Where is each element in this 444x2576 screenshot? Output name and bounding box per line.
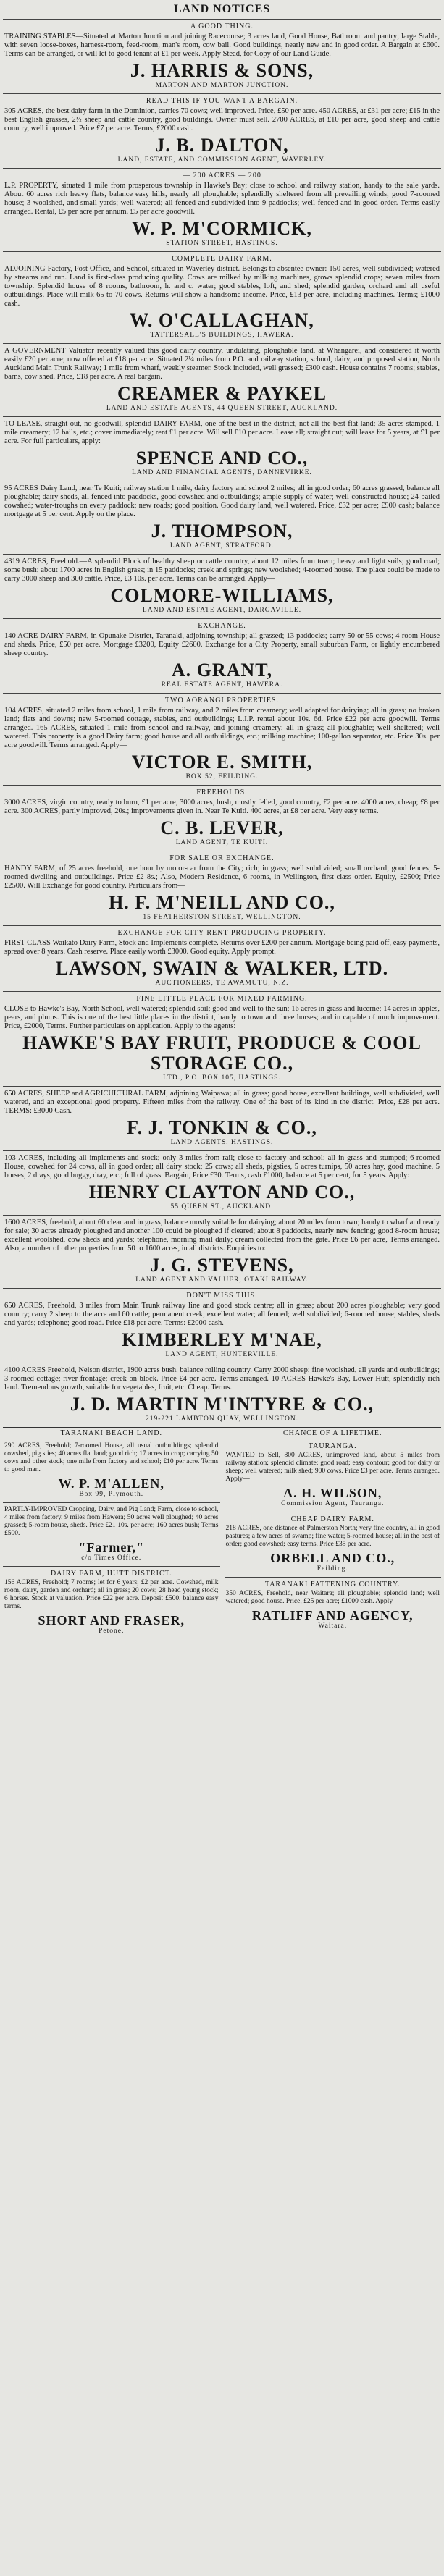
advertiser-name: SHORT AND FRASER, [38, 1613, 185, 1628]
ad-kicker: EXCHANGE FOR CITY RENT-PRODUCING PROPERTY. [117, 929, 327, 937]
advertiser-name: H. F. M'NEILL AND CO., [109, 892, 335, 913]
advertisement [3, 481, 441, 554]
section-heading: LAND NOTICES [173, 3, 271, 15]
advertisement [3, 554, 441, 618]
ad-body: 1600 ACRES, freehold, about 60 clear and in grass, balance mostly suitable for dairying; about 20 miles from town; handy to wharf and ready for sale; 30 acres already ploughed and another 100 could be ploughed if cleared; about 8 paddocks, nearly new fencing; good 8-room house; excellent woolshed, cow sheds and yards; telephone, morning mail daily; cream collected from the gate. Price £6 per acre, Terms arranged. Also, a number of other properties from 50 to 1600 acres, in all districts. Enquiries to: [4, 1218, 440, 1253]
advertiser-address: LAND AGENT AND VALUER, OTAKI RAILWAY. [135, 1276, 309, 1284]
advertiser-address: 219-221 LAMBTON QUAY, WELLINGTON. [145, 1415, 299, 1423]
advertiser-address: LAND AGENTS, HASTINGS. [170, 1139, 274, 1146]
advertiser-name: KIMBERLEY M'NAE, [122, 1329, 322, 1350]
advertiser-address: REAL ESTATE AGENT, HAWERA. [161, 681, 283, 689]
ad-body: 650 ACRES, Freehold, 3 miles from Main Trunk railway line and good stock centre; all in grass; about 200 acres ploughable; very good country; carry 2 sheep to the acre and 60 cattle; permanent creek; excellent water; all fenced; well subdivided; 6-roomed house; stables, sheds and yards; telephone; good road. Price £18 per acre. Terms: £2000 cash. [4, 1302, 440, 1327]
advertiser-name: A. H. WILSON, [283, 1486, 382, 1500]
advertiser-address: AUCTIONEERS, TE AWAMUTU, N.Z. [155, 980, 289, 987]
advertisement [3, 991, 441, 1086]
advertiser-address: 55 QUEEN ST., AUCKLAND. [170, 1203, 274, 1211]
advertisement [3, 785, 441, 851]
advertisement [3, 1150, 441, 1215]
advertisement [3, 925, 441, 991]
advertiser-name: HENRY CLAYTON AND CO., [88, 1182, 356, 1203]
advertisement [3, 851, 441, 925]
ad-body: ADJOINING Factory, Post Office, and School, situated in Waverley district. Belongs to absentee owner: 150 acres, well subdivided; watered by streams and run. Land is first-class producing quality. Cows are milked by milking machines, grows splendid crops; seven miles from township. Splendid house of 8 rooms, bathroom, h. and c. water; good stables, loft, and shed; splendid garden, orchard and all useful outbuildings. Place will milk 65 to 70 cows. Returns will show a handsome income. Price, £13 per acre, including machines. Terms; £1000 cash. [4, 265, 440, 308]
advertisement [225, 1577, 442, 1634]
column-heading: TARANAKI BEACH LAND. [60, 1429, 163, 1437]
advertiser-address: Petone. [99, 1628, 125, 1635]
advertiser-address: STATION STREET, HASTINGS. [166, 240, 278, 247]
advertiser-address: LAND AND ESTATE AGENTS, 44 QUEEN STREET, AUCKLAND. [106, 405, 338, 412]
advertisement [3, 1215, 441, 1288]
ad-body: L.P. PROPERTY, situated 1 mile from prosperous township in Hawke's Bay; close to school and railway station, handy to the sale yards. About 60 acres rich heavy flats, balance easy hills, nearly all ploughable; splendidly sheltered from all prevailing winds; good 7-roomed house; 3 woolshed, and small yards; well watered; all fenced and subdivided into 9 paddocks; well fenced and in good order. Terms easily arranged. Rental, £5 per acre per annum. £5 per acre goodwill. [4, 182, 440, 216]
advertisement [3, 168, 441, 251]
ad-kicker: DAIRY FARM, HUTT DISTRICT. [50, 1570, 172, 1578]
advertisement [3, 1439, 220, 1502]
advertisement [3, 416, 441, 481]
ad-body: 350 ACRES, Freehold, near Waitara; all ploughable; splendid land; well watered; good house. Price, £25 per acre; £1000 cash. Apply— [225, 1590, 440, 1605]
ad-body: 104 ACRES, situated 2 miles from school, 1 mile from railway, and 2 miles from creamery; well adapted for dairying; all in grass; no broken land; flats and downs; new 5-roomed cottage, stables, and outbuildings; L.I.P. rental about 10s. 6d. Price £22 per acre goodwill. Terms arranged. 165 ACRES, situated 1 mile from school and railway, and joining creamery; all in grass; all ploughable; well sheltered; well watered. This property is a good Dairy farm; good house and all outbuildings, etc.; milking machine; 100-gallon separator, etc. Price 30s. per acre goodwill. Terms arranged. Apply— [4, 707, 440, 749]
ad-kicker: TARANAKI FATTENING COUNTRY. [264, 1580, 401, 1588]
advertiser-address: LAND AGENT, TE KUITI. [175, 839, 269, 846]
advertiser-address: Box 99, Plymouth. [79, 1491, 144, 1498]
ad-body: 4100 ACRES Freehold, Nelson district, 1900 acres bush, balance rolling country. Carry 2000 sheep; fine woolshed, all yards and outbuildings; 3-roomed cottage; river frontage; creek on block. Price £4 per acre. Terms arranged. 10 ACRES Hawke's Bay, Lower Hutt, splendidly rich land. Tremendous growth, suitable for vegetables, fruit, etc. Cheap. Terms. [4, 1366, 440, 1392]
ad-body: TRAINING STABLES—Situated at Marton Junction and joining Racecourse; 3 acres land, Good House, Bathroom and pantry; large Stable, with seven loose-boxes, harness-room, feed-room, man's room, cow bail. Good buildings, nearly new and in good order. A Bargain at £600. Terms can be arranged, or will let to good tenant at £1 per week. Apply Stead, for Copy of our Land Guide. [4, 33, 440, 58]
advertiser-address: LAND, ESTATE, AND COMMISSION AGENT, WAVERLEY. [117, 156, 327, 164]
advertisement [3, 1363, 441, 1427]
advertiser-address: LAND AGENT, STRATFORD. [169, 542, 275, 550]
ad-kicker: FREEHOLDS. [196, 788, 248, 796]
advertiser-name: J. THOMPSON, [151, 521, 293, 542]
ad-kicker: TAURANGA. [308, 1442, 357, 1450]
advertisement [3, 1502, 220, 1566]
advertisement [3, 1086, 441, 1150]
advertiser-name: SPENCE AND CO., [135, 447, 309, 468]
ad-body: 3000 ACRES, virgin country, ready to burn, £1 per acre, 3000 acres, bush, mostly felled, good country, £2 per acre. 4000 acres, cheap; £8 per acre. 300 ACRES, partly improved, 20s.; improvements given in. Near Te Kuiti. 400 acres, at £8 per acre. Very easy terms. [4, 799, 440, 815]
ad-kicker: TWO AORANGI PROPERTIES. [164, 696, 280, 704]
advertiser-name: W. O'CALLAGHAN, [130, 310, 314, 331]
advertiser-name: HAWKE'S BAY FRUIT, PRODUCE & COOL STORAGE CO., [22, 1032, 422, 1074]
advertiser-name: J. HARRIS & SONS, [130, 60, 314, 81]
ad-kicker: — 200 ACRES — 200 [183, 172, 261, 180]
ad-kicker: A GOOD THING. [190, 22, 254, 30]
advertiser-address: LAND AND FINANCIAL AGENTS, DANNEVIRKE. [132, 469, 312, 476]
ad-body: 95 ACRES Dairy Land, near Te Kuiti; railway station 1 mile, dairy factory and school 2 miles; all in good order; 60 acres grassed, balance all ploughable; dairy sheds, all fenced into paddocks, good cowshed and outbuildings; ample supply of water; well-constructed house; 24-bailed cowshed; water-troughs on every paddock; new roads; good position. Good dairy land, well watered. Price, £32 per acre; £900 cash; balance mortgage at 5 per cent. Apply on the place. [4, 484, 440, 518]
advertiser-name: COLMORE-WILLIAMS, [110, 585, 334, 606]
ad-kicker: COMPLETE DAIRY FARM. [172, 255, 272, 263]
ad-body: 218 ACRES, one distance of Palmerston North; very fine country, all in good pastures; a few acres of swamp; fine water; 5-roomed house; all in the best of order; good cowshed; easy terms. Price £35 per acre. [225, 1525, 440, 1548]
ad-body: 140 ACRE DAIRY FARM, in Opunake District, Taranaki, adjoining township; all grassed; 13 paddocks; carry 50 or 55 cows; 4-room House and sheds. Price, £50 per acre. Mortgage £3200, Equity £2600. Exchange for a City Property, small suburban Farm, or lightly encumbered sheep country. [4, 632, 440, 657]
ad-body: TO LEASE, straight out, no goodwill, splendid DAIRY FARM, one of the best in the district, not all the best flat land; 35 acres stamped, 1 mile creamery; 12 bails, etc.; cover immediately; rent £1 per acre. Will sell £10 per acre. Lease all; straight out; will lease for 5 years, at £1 per acre. For full particulars, apply: [4, 420, 440, 445]
ad-body: 305 ACRES, the best dairy farm in the Dominion, carries 70 cows; well improved. Price, £50 per acre. 450 ACRES, at £31 per acre; £15 in the best English grasses, 2½ sheep and cattle country, good buildings. Owner must sell. 2700 ACRES, at £10 per acre, good sheep and cattle country, well improved. Price £7 per acre. Terms, £2000 cash. [4, 107, 440, 132]
advertiser-name: RATLIFF AND AGENCY, [251, 1608, 414, 1622]
advertiser-name: J. G. STEVENS, [150, 1255, 294, 1276]
advertiser-address: 15 FEATHERSTON STREET, WELLINGTON. [143, 914, 301, 921]
ad-body: A GOVERNMENT Valuator recently valued this good dairy country, undulating, ploughable land, at Whangarei, and considered it worth easily £20 per acre; now offered at £18 per acre. Situated 2¼ miles from P.O. and railway station, school, dairy, and proposed station, North Auckland Main Trunk Railway; 1 mile from wharf, weekly steamer. Stock included, well grassed; £300 cash. House contains 7 rooms; stables, barns, cow shed. Price, £18 per acre. A real bargain. [4, 347, 440, 381]
ad-body: 4319 ACRES, Freehold.—A splendid Block of healthy sheep or cattle country, about 12 miles from town; heavy and light soils; good road; some bush; about 1700 acres in English grass; in 15 paddocks; creek and springs; new woolshed; 4-roomed house. The place could be made to carry 3000 sheep and 300 cattle. Price, £3 10s. per acre. Terms can be arranged. Apply— [4, 557, 440, 583]
advertisement [3, 1288, 441, 1363]
advertiser-name: J. D. MARTIN M'INTYRE & CO., [70, 1394, 374, 1415]
advertiser-name: C. B. LEVER, [160, 817, 284, 838]
ad-body: FIRST-CLASS Waikato Dairy Farm, Stock and Implements complete. Returns over £200 per annum. Mortgage being paid off, easy payments, spread over 8 years. Cash reserve. Place easily worth £3000. Good equity. Apply prompt. [4, 939, 440, 956]
ad-body: WANTED to Sell, 800 ACRES, unimproved land, about 5 miles from railway station; splendid climate; good road; easy contour; good for dairy or sheep; well watered; milk shed; 900 cows. Price £3 per acre. Terms arranged. Apply— [225, 1452, 440, 1483]
advertiser-name: W. P. M'ALLEN, [58, 1476, 164, 1491]
advertiser-address: LAND AGENT, HUNTERVILLE. [165, 1351, 279, 1358]
column-heading: CHANCE OF A LIFETIME. [282, 1429, 382, 1437]
advertiser-name: W. P. M'CORMICK, [132, 218, 312, 239]
advertiser-address: Feilding. [317, 1565, 348, 1573]
advertiser-name: LAWSON, SWAIN & WALKER, LTD. [55, 958, 389, 979]
advertisement [3, 93, 441, 168]
ad-body: 650 ACRES, SHEEP and AGRICULTURAL FARM, adjoining Waipawa; all in grass; good house, excellent buildings, well subdivided, well watered, and an exceptional good property. Fifteen miles from the railway. One of the best of its kind in the district. Price, £28 per acre. TERMS: £3000 Cash. [4, 1090, 440, 1115]
advertiser-address: LTD., P.O. BOX 105, HASTINGS. [163, 1074, 281, 1082]
advertisement [3, 1566, 220, 1639]
ad-body: CLOSE to Hawke's Bay, North School, well watered; splendid soil; good and well to the sun; 16 acres in grass and lucerne; 14 acres in apples, pears, and plums. This is one of the best little places in the district, handy to town and three horses; and in capable of much improvement. Price, £2000, Terms. Further particulars on application. Apply to the agents: [4, 1005, 440, 1030]
advertisement [225, 1439, 442, 1512]
advertisement [3, 251, 441, 343]
advertisement [3, 343, 441, 416]
ad-kicker: DON'T MISS THIS. [186, 1292, 258, 1300]
advertisement-list [3, 19, 441, 1427]
advertiser-address: LAND AND ESTATE AGENT, DARGAVILLE. [142, 607, 302, 614]
advertiser-address: Waitara. [318, 1622, 348, 1630]
advertiser-name: A. GRANT, [171, 660, 273, 681]
ad-kicker: CHEAP DAIRY FARM. [290, 1515, 374, 1523]
advertisement [3, 618, 441, 693]
advertiser-name: J. B. DALTON, [155, 135, 289, 156]
right-column [225, 1428, 442, 1639]
bottom-columns [3, 1427, 441, 1639]
ad-kicker: FINE LITTLE PLACE FOR MIXED FARMING. [136, 995, 308, 1003]
ad-kicker: FOR SALE OR EXCHANGE. [169, 854, 275, 862]
advertiser-address: BOX 52, FEILDING. [185, 773, 259, 780]
advertiser-address: Commission Agent, Tauranga. [281, 1500, 385, 1507]
ad-body: 290 ACRES, Freehold; 7-roomed House, all usual outbuildings; splendid cowshed, pig sties; 40 acres flat land; good rich; 17 acres in crop; carrying 50 cows and other stock; one mile from factory and school; £10 per acre. Terms to good man. [4, 1442, 219, 1473]
ad-kicker: EXCHANGE. [198, 622, 246, 630]
advertiser-name: ORBELL AND CO., [270, 1551, 395, 1565]
advertisement [3, 693, 441, 785]
advertiser-address: c/o Times Office. [81, 1554, 142, 1562]
left-column [3, 1428, 220, 1639]
advertiser-name: CREAMER & PAYKEL [117, 383, 327, 404]
advertiser-address: TATTERSALL'S BUILDINGS, HAWERA. [150, 332, 294, 339]
advertiser-name: "Farmer," [78, 1540, 145, 1554]
ad-body: HANDY FARM, of 25 acres freehold, one hour by motor-car from the City; rich; in grass; well subdivided; small orchard; good fences; 5-roomed dwelling and outbuildings. Price £2 8s.; Also, Modern Residence, 6 rooms, in Wellington, first-class order. Equity, £2500; Price £2500. Will Exchange for good country. Particulars from— [4, 864, 440, 890]
ad-body: 156 ACRES, Freehold; 7 rooms; let for 6 years; £2 per acre. Cowshed, milk room, dairy, garden and orchard; all in grass; 20 cows; 28 head young stock; 6 horses. Stock at valuation. Price £22 per acre. Deposit £500, balance easy terms. [4, 1579, 219, 1610]
ad-body: PARTLY-IMPROVED Cropping, Dairy, and Pig Land; Farm, close to school, 4 miles from factory, 9 miles from Hawera; 50 acres well ploughed; 40 acres grassed; 5-room house, sheds. Price £21 10s. per acre; 160 acres bush; Terms £500. [4, 1506, 219, 1537]
ad-kicker: READ THIS IF YOU WANT A BARGAIN. [146, 97, 298, 105]
advertisement [3, 19, 441, 93]
advertiser-name: F. J. TONKIN & CO., [127, 1117, 317, 1138]
ad-body: 103 ACRES, including all implements and stock; only 3 miles from rail; close to factory and school; all in grass and stumped; 6-roomed House, cowshed for 24 cows, all in good order; all dairy stock; 25 cows; all sheds, pigsties, 5 acres turnips, 50 acres hay, good machine, 5 horses, 2 drays, good buggy, dray, etc.; full of grass. Bargain, Price £30. Terms, cash £1000, balance at 5 per cent, for 5 years. Apply: [4, 1154, 440, 1179]
advertisement [225, 1512, 442, 1577]
advertiser-name: VICTOR E. SMITH, [131, 752, 313, 773]
advertiser-address: MARTON AND MARTON JUNCTION. [155, 82, 289, 89]
